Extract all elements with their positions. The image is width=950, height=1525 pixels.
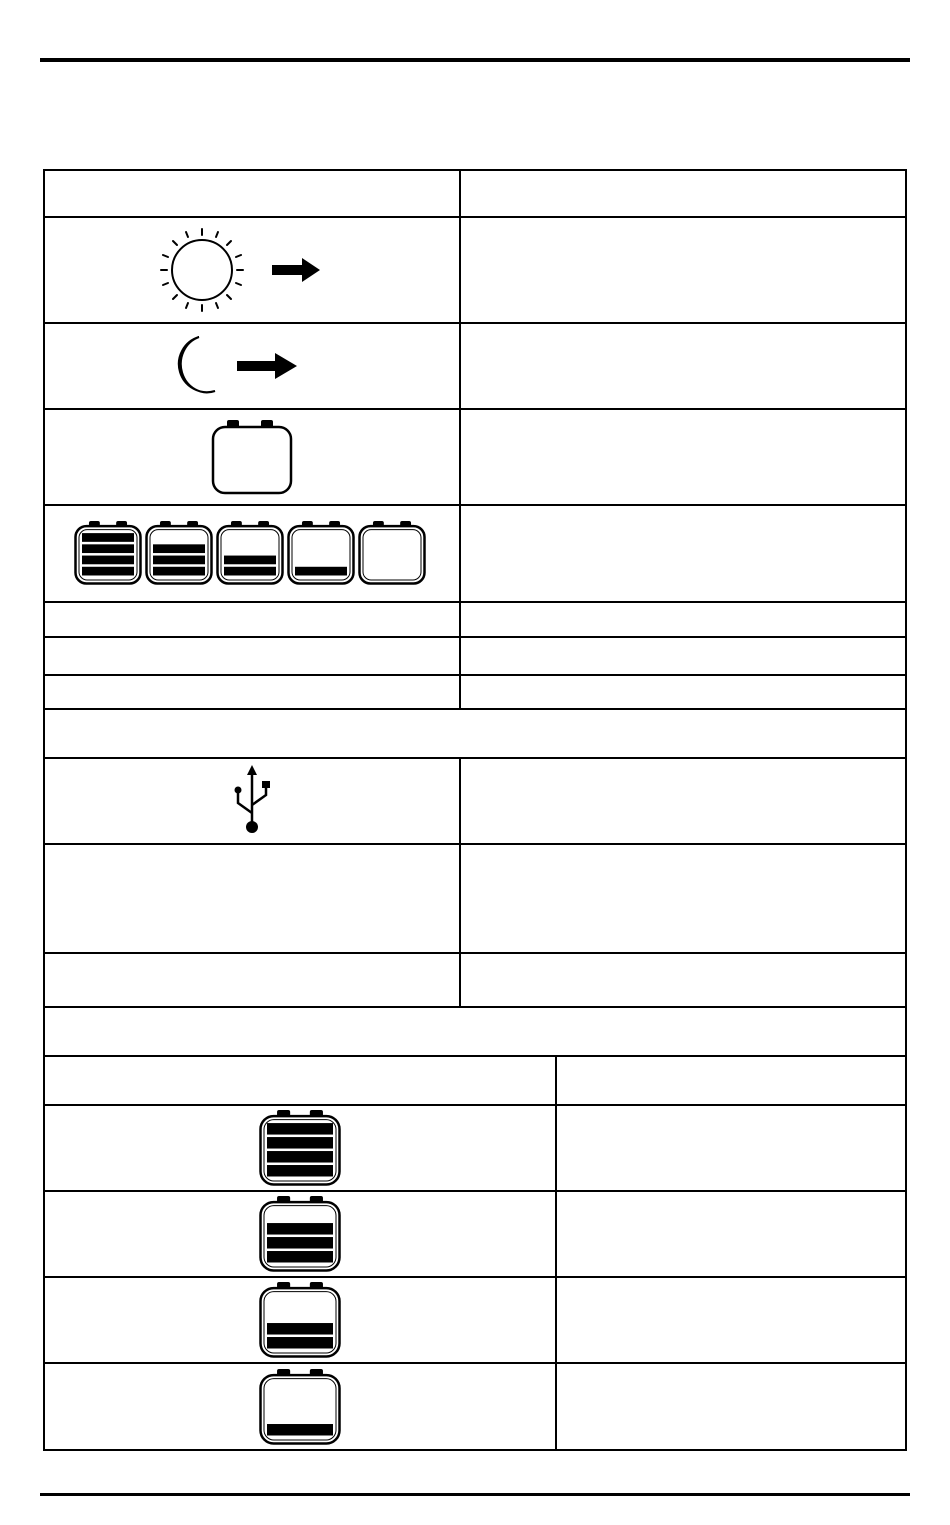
battery-1-bar-icon: [289, 521, 354, 584]
table-border-top: [43, 169, 907, 171]
battery-bar: [82, 533, 134, 542]
battery-bar: [153, 555, 205, 564]
column-divider: [459, 169, 461, 710]
battery-3-bars-icon: [255, 1194, 345, 1274]
row-divider: [43, 1006, 907, 1008]
row-divider: [43, 601, 907, 603]
battery-graphic: [261, 1196, 340, 1271]
battery-outline-cell: [45, 410, 459, 504]
sun-cell: [45, 218, 459, 322]
charge-level-cell: [45, 1278, 555, 1362]
row-divider: [43, 952, 907, 954]
battery-sequence-cell: [45, 506, 459, 601]
battery-graphic: [261, 1110, 340, 1185]
moon-with-arrow-icon: [167, 331, 337, 401]
charge-level-cell: [45, 1364, 555, 1449]
battery-bar: [82, 555, 134, 564]
battery-4-bars-icon: [255, 1108, 345, 1188]
row-divider: [43, 708, 907, 710]
battery-bar: [82, 566, 134, 575]
battery-bar: [224, 555, 276, 564]
battery-bar: [267, 1424, 333, 1435]
battery-2-bars-icon: [255, 1280, 345, 1360]
usb-icon: [222, 765, 282, 837]
battery-bar: [153, 544, 205, 553]
battery-bar: [153, 566, 205, 575]
battery-2-bars-icon: [218, 521, 283, 584]
battery-bar: [267, 1165, 333, 1176]
footer-rule: [40, 1493, 910, 1496]
usb-cell: [45, 759, 459, 843]
battery-4-bars-icon: [76, 521, 141, 584]
charge-level-cell: [45, 1192, 555, 1276]
moon-cell: [45, 324, 459, 408]
battery-body: [360, 526, 425, 583]
row-divider: [43, 843, 907, 845]
row-divider: [43, 636, 907, 638]
battery-bar: [267, 1237, 333, 1248]
battery-graphic: [261, 1369, 340, 1444]
sun-with-arrow-icon: [152, 225, 352, 315]
battery-3-bars-icon: [147, 521, 212, 584]
battery-bar: [267, 1137, 333, 1148]
row-divider: [43, 1055, 907, 1057]
battery-bar: [267, 1151, 333, 1162]
table-border-bottom: [43, 1449, 907, 1451]
row-divider: [43, 674, 907, 676]
table-border-right: [905, 169, 907, 1451]
battery-bar: [267, 1251, 333, 1262]
battery-bar: [267, 1323, 333, 1334]
column-divider: [555, 1055, 557, 1451]
battery-outline-icon: [207, 418, 297, 496]
battery-1-bar-icon: [255, 1367, 345, 1447]
battery-bar: [267, 1123, 333, 1134]
battery-bar: [224, 566, 276, 575]
battery-bar: [295, 566, 347, 575]
header-rule: [40, 58, 910, 62]
column-divider: [459, 757, 461, 1008]
battery-bar: [267, 1337, 333, 1348]
battery-bar: [267, 1223, 333, 1234]
battery-0-bars-icon: [360, 521, 425, 584]
battery-bar: [82, 544, 134, 553]
charge-level-cell: [45, 1106, 555, 1190]
battery-graphic: [261, 1282, 340, 1357]
battery-sequence: [72, 519, 432, 589]
